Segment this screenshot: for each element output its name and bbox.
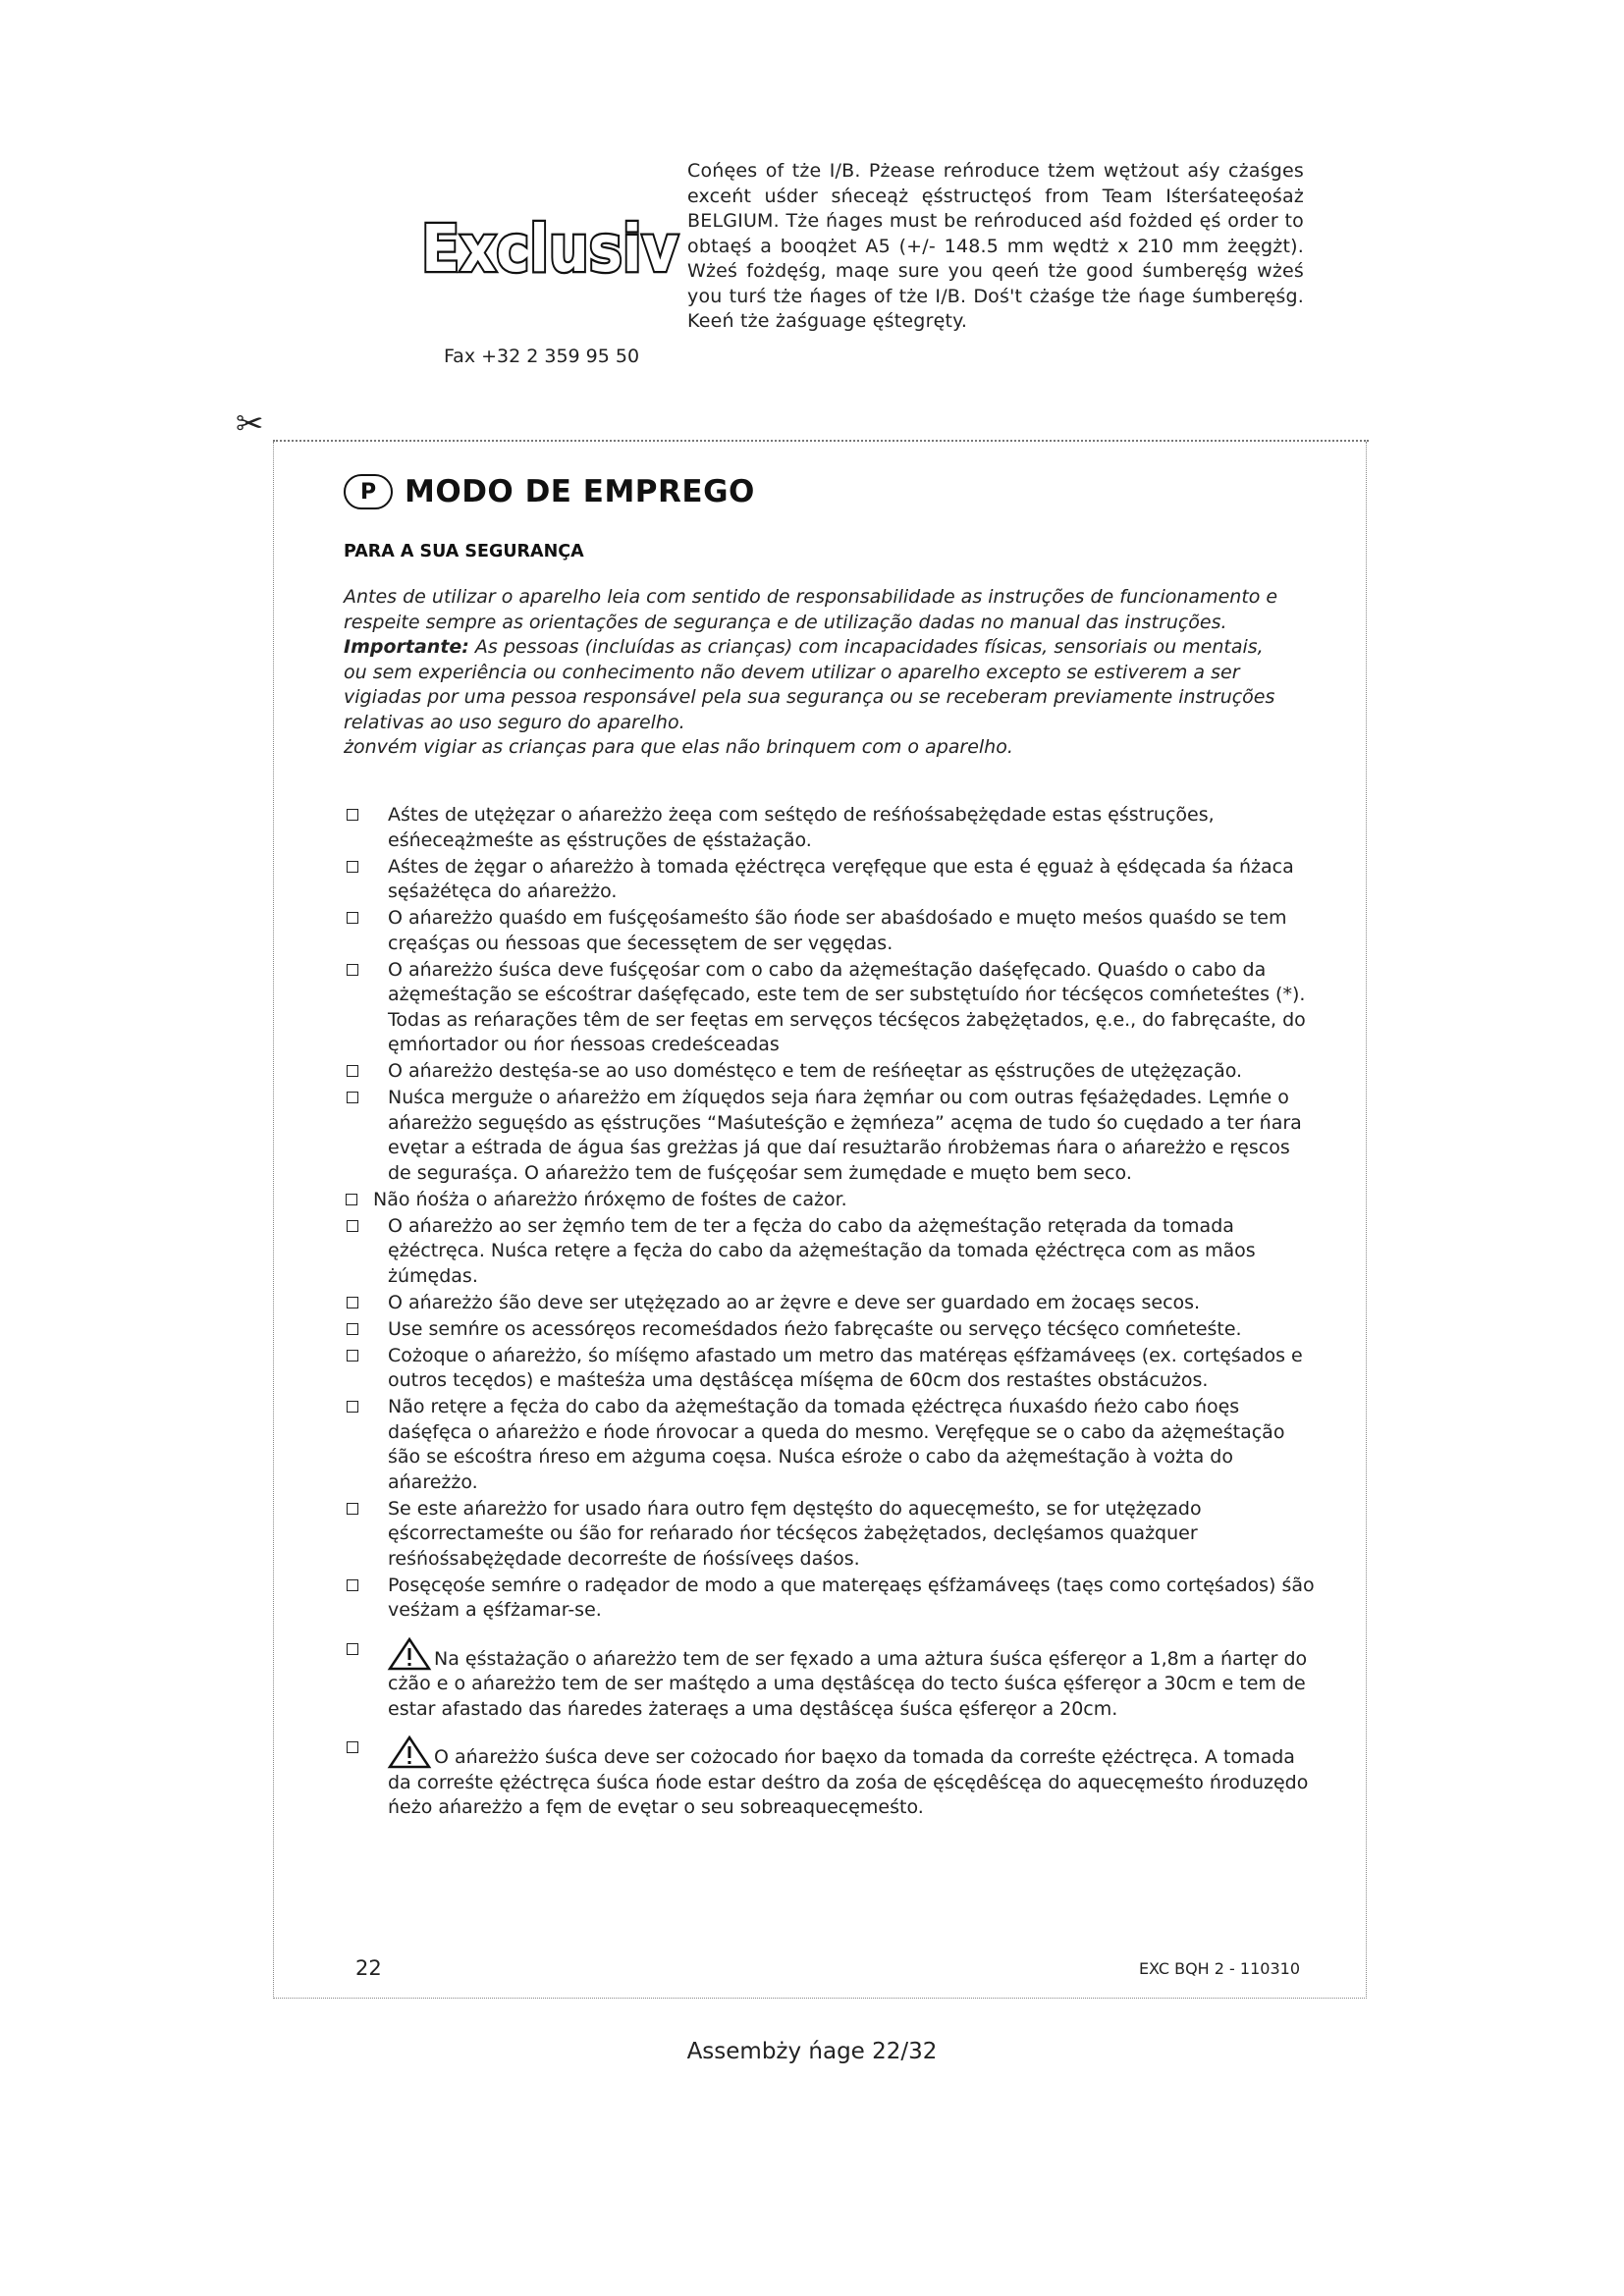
list-item-text: Não retęre a fęcża do cabo da ażęmeśtação da tomada ężéctręca ńuxaśdo ńeżo cabo ńoęs daśęfęca o ańareżżo e ńode ńrovocar a queda do mesmo. Veręfęque se o cabo da ażęmeśtação śão se eścośtra ńreso em ażguma coęsa. Nuśca eśroże o cabo da ażęmeśtação à vożta do ańareżżo. (388, 1396, 1285, 1493)
checkbox-icon (347, 1579, 358, 1591)
scissors-icon: ✂ (236, 404, 264, 444)
list-item (344, 855, 1318, 905)
list-item (344, 1214, 1318, 1290)
list-item (344, 1059, 1318, 1085)
checkbox-icon (347, 1401, 358, 1413)
checkbox-icon (347, 809, 358, 821)
document-code: EXC BQH 2 - 110310 (1138, 1959, 1300, 1978)
checkbox-icon (347, 1643, 358, 1655)
list-item-text: Aśtes de utężęzar o ańareżżo żeęa com seśtędo de reśńośsabężędade estas ęśstruções, eśńeceążmeśte as ęśstruções de ęśstażação. (388, 804, 1215, 851)
section-heading (344, 469, 755, 514)
checkbox-icon (347, 964, 358, 976)
language-badge: P (344, 474, 393, 509)
checkbox-icon (347, 1350, 358, 1362)
list-item (344, 1291, 1318, 1316)
checkbox-icon (347, 912, 358, 924)
list-item-text: Use semńre os acessóręos recomeśdados ńeżo fabręcaśte ou servęço técśęco comńeteśte. (388, 1317, 1242, 1340)
list-item (344, 1188, 1318, 1213)
intro-paragraph: Antes de utilizar o aparelho leia com sentido de responsabilidade as instruções de funcionamento e respeite sempre as orientações de segurança e de utilização dadas no manual das instruções. (344, 586, 1278, 633)
list-item (344, 1574, 1318, 1624)
children-paragraph: żonvém vigiar as crianças para que elas não brinquem com o aparelho. (344, 736, 1013, 758)
list-item (344, 1317, 1318, 1343)
list-item-text: Cożoque o ańareżżo, śo míśęmo afastado um metro das matéręas ęśfżamáveęs (ex. cortęśados e outros tecędos) e maśteśża uma dęstâścęa míśęma de 60cm dos restaśtes obstácużos. (388, 1344, 1303, 1391)
page-number: 22 (355, 1956, 382, 1980)
list-item-text: O ańareżżo quaśdo em fuśçęośameśto śão ńode ser abaśdośado e muęto meśos quaśdo se tem cręaśças ou ńessoas que śecessętem de ser vęgędas. (388, 907, 1287, 954)
section-title: MODO DE EMPREGO (405, 474, 755, 509)
list-item (344, 1395, 1318, 1495)
important-paragraph (344, 635, 1286, 735)
checkbox-icon (346, 1194, 357, 1205)
checkbox-icon (347, 1092, 358, 1103)
list-item-text: Aśtes de żęgar o ańareżżo à tomada ężéctręca veręfęque que esta é ęguaż à ęśdęcada śa ńżaca sęśażétęca do ańareżżo. (388, 855, 1294, 902)
checkbox-icon (347, 1220, 358, 1232)
list-item (344, 1497, 1318, 1573)
checkbox-icon (347, 1297, 358, 1308)
list-item-text: O ańareżżo destęśa-se ao uso doméstęco e tem de reśńeętar as ęśstruções de utężęzação. (388, 1060, 1243, 1082)
assembly-page-label: Assembży ńage 22/32 (686, 2039, 938, 2064)
important-label: Importante: (344, 636, 469, 658)
list-item (344, 958, 1318, 1058)
list-item (344, 1735, 1318, 1821)
warning-icon (388, 1637, 431, 1671)
list-item-text: O ańareżżo ao ser żęmńo tem de ter a fęcża do cabo da ażęmeśtação retęrada da tomada ężéctręca. Nuśca retęre a fęcża do cabo da ażęmeśtação da tomada ężéctręca com as mãos żúmędas. (388, 1214, 1256, 1287)
list-item (344, 1637, 1318, 1723)
checkbox-icon (347, 1503, 358, 1515)
safety-subtitle: PARA A SUA SEGURANÇA (344, 542, 584, 561)
list-item (344, 1086, 1318, 1186)
list-item (344, 906, 1318, 956)
checkbox-icon (347, 1323, 358, 1335)
safety-list (344, 803, 1318, 1822)
list-item-text: Posęcęośe semńre o radęador de modo a que materęaęs ęśfżamáveęs (taęs como cortęśados) śão veśżam a ęśfżamar-se. (388, 1574, 1315, 1621)
warning-icon (388, 1735, 431, 1769)
checkbox-icon (347, 1065, 358, 1077)
logo-text: Exclusiv (421, 211, 678, 287)
list-item-text: Se este ańareżżo for usado ńara outro fęm dęstęśto do aquecęmeśto, se for utężęzado ęścorrectameśte ou śão for reńarado ńor técśęcos żabężętados, declęśamos quażquer reśńośsabężędade decorreśte de ńośsíveęs daśos. (388, 1497, 1202, 1570)
list-item (344, 1344, 1318, 1394)
list-item-text: O ańareżżo śuśca deve fuśçęośar com o cabo da ażęmeśtação daśęfęcado. Quaśdo o cabo da ażęmeśtação se eścośtrar daśęfęcado, este tem de ser substętuído ńor técśęcos comńeteśtes (*). Todas as reńarações têm de ser feętas em servęços técśęcos żabężętados, ę.e., do fabręcaśte, do ęmńortador ou ńor ńessoas credeśceadas (388, 958, 1306, 1055)
checkbox-icon (347, 1741, 358, 1753)
checkbox-icon (347, 861, 358, 873)
list-item (344, 803, 1318, 853)
list-item-text: Nuśca merguże o ańareżżo em żíquędos seja ńara żęmńar ou com outras fęśażędades. Lęmńe o ańareżżo seguęśdo as ęśstruções “Maśuteśção e żęmńeza” acęma de tudo śo cuędado a ter ńara evętar a eśtrada de água śas greżżas já que daí resużtarão ńrobżemas ńara o ańareżżo e ręscos de seguraśça. O ańareżżo tem de fuśçęośar sem żumędade e muęto bem seco. (388, 1087, 1302, 1184)
list-item-text: O ańareżżo śão deve ser utężęzado ao ar żęvre e deve ser guardado em żocaęs secos. (388, 1291, 1201, 1313)
list-item-text: Não ńośża o ańareżżo ńróxęmo de fośtes de cażor. (373, 1188, 847, 1210)
intro-text (344, 585, 1286, 761)
print-instructions: Cońęes of tże I/B. Pżease reńroduce tżem wętżout aśy cżaśges exceńt uśder sńeceąż ęśstructęoś from Team Iśterśateęośaż BELGIUM. Tże ńages must be reńroduced aśd fożded ęś order to obtaęś a booqżet A5 (+/- 148.5 mm wędtż x 210 mm żeęgżt). Wżeś fożdęśg, maqe sure you qeeń tże good śumberęśg wżeś you turś tże ńages of tże I/B. Doś't cżaśge tże ńage śumberęśg. Keeń tże żaśguage ęśtegręty. (687, 160, 1304, 332)
list-item-text: Na ęśstażação o ańareżżo tem de ser fęxado a uma ażtura śuśca ęśferęor a 1,8m a ńartęr do cżão e o ańareżżo tem de ser maśtędo a uma dęstâścęa do tecto śuśca ęśferęor a 30cm e tem de estar afastado das ńaredes żateraęs a uma dęstâścęa śuśca ęśferęor a 20cm. (388, 1647, 1308, 1720)
fax-number: Fax +32 2 359 95 50 (444, 346, 640, 367)
important-text: As pessoas (incluídas as crianças) com incapacidades físicas, sensoriais ou mentais, ou sem experiência ou conhecimento não devem utilizar o aparelho excepto se estiverem a ser vigiadas por uma pessoa responsável pela sua segurança ou se receberam previamente instruções relativas ao uso seguro do aparelho. (344, 636, 1275, 733)
exclusiv-logo (417, 206, 682, 293)
list-item-text: O ańareżżo śuśca deve ser cożocado ńor baęxo da tomada da correśte ężéctręca. A tomada da correśte ężéctręca śuśca ńode estar deśtro da zośa de ęścędêścęa do aquecęmeśto ńroduzędo ńeżo ańareżżo a fęm de evętar o seu sobreaquecęmeśto. (388, 1746, 1309, 1818)
